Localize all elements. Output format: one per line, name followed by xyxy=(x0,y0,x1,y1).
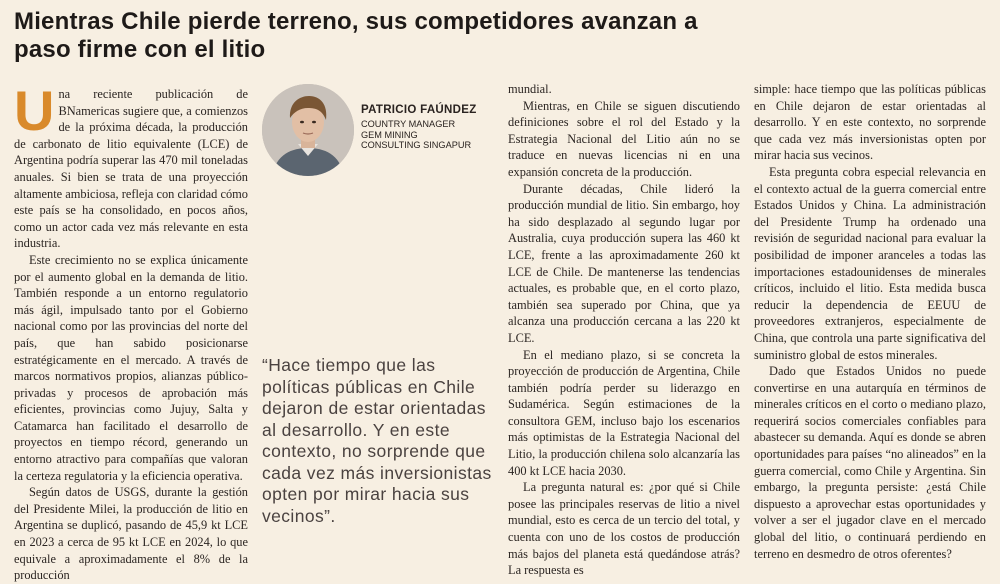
author-role-line: GEM MINING xyxy=(361,129,418,140)
author-role-line: CONSULTING SINGAPUR xyxy=(361,140,472,150)
author-portrait-icon xyxy=(262,84,354,176)
paragraph: Este crecimiento no se explica únicamente por el aumento global en la demanda de litio. También responde a un entorno regulatorio más ágil, impulsado tanto por el Gobierno nacional como por las provincias del norte del país, que han sabido posicionarse estratégicamente en el mercado. A través de marcos normativos propios, alianzas público-privadas y procesos de aprobación más eficientes, provincias como Jujuy, Salta y Catamarca han facilitado el desarrollo de proyectos en tiempo récord, generando un entorno atractivo para compañías que valoran la certeza regulatoria y la eficiencia operativa. xyxy=(14,252,248,483)
author-photo xyxy=(262,84,354,176)
article-headline: Mientras Chile pierde terreno, sus competidores avanzan a paso firme con el litio xyxy=(14,8,698,63)
paragraph xyxy=(14,79,248,252)
drop-cap: U xyxy=(14,79,55,142)
paragraph-text: na reciente publicación de BNamericas sugiere que, a comienzos de la próxima década, la producción de carbonato de litio equivalente (LCE) de Argentina podría superar las 470 mil toneladas anuales. Si bien se trata de una proyección altamente ambiciosa, refleja con claridad cómo este país se ha consolidado, en pocos años, como un actor cada vez más relevante en esta industria. xyxy=(14,87,248,251)
article-column-3 xyxy=(754,81,986,562)
paragraph: mundial. xyxy=(508,82,552,96)
paragraph: La pregunta natural es: ¿por qué si Chile posee las principales reservas de litio a nivel mundial, esto es cerca de un tercio del total, y cuenta con uno de los costos de producción más bajos del planeta está quedándose atrás? La respuesta es xyxy=(508,480,740,578)
paragraph: En el mediano plazo, si se concreta la proyección de producción de Argentina, Chile también podría perder su liderazgo en Sudamérica. Según estimaciones de la consultora GEM, incluso bajo los escenarios más optimistas de la Estrategia Nacional del Litio, la producción chilena solo alcanzaría las 400 kt LCE hacia 2030. xyxy=(508,347,740,478)
paragraph: Según datos de USGS, durante la gestión del Presidente Milei, la producción de litio en Argentina se duplicó, pasando de 45,9 kt LCE en 2023 a cerca de 95 kt LCE en 2024, lo que equivale a aproximadamente el 8% de la producción xyxy=(14,485,248,583)
paragraph: Mientras, en Chile se siguen discutiendo definiciones sobre el rol del Estado y la Estrategia Nacional del Litio aún no se traduce en nuevas licencias ni en una expansión concreta de la producción. xyxy=(508,98,740,179)
author-byline xyxy=(361,104,501,151)
article-column-2 xyxy=(508,81,740,579)
paragraph: Dado que Estados Unidos no puede convertirse en una autarquía en términos de minerales críticos en el corto o mediano plazo, requerirá socios comerciales confiables para abastecer su demanda. Aquí es donde se abren oportunidades para países “no alineados” en la guerra comercial, como Chile y Argentina. Sin embargo, la pregunta persiste: ¿está Chile dispuesto a aprovechar estas oportunidades y volver a ser el jugador clave en el mercado global del litio, o continuará perdiendo en terreno en desmedro de otros oferentes? xyxy=(754,364,986,561)
author-name: PATRICIO FAÚNDEZ xyxy=(361,104,477,116)
pull-quote: “Hace tiempo que las políticas públicas en Chile dejaron de estar orientadas al desarrollo. Y en este contexto, no sorprende que cada vez más inversionistas opten por mirar hacia sus vecinos”. xyxy=(262,355,492,526)
paragraph: simple: hace tiempo que las políticas públicas en Chile dejaron de estar orientadas al desarrollo. Y en este contexto, no sorprende que cada vez más inversionistas opten por mirar hacia sus vecinos. xyxy=(754,82,986,163)
author-role xyxy=(361,119,501,151)
article-column-1 xyxy=(14,79,248,584)
paragraph: Durante décadas, Chile lideró la producción mundial de litio. Sin embargo, hoy ha sido desplazado al segundo lugar por Australia, cuya producción supera las 460 kt LCE, frente a las aproximadamente 260 kt LCE de Chile. De mantenerse las tendencias actuales, es probable que, en el corto plazo, también sea superado por China, que ya alcanza una producción cercana a las 220 kt LCE. xyxy=(508,181,740,345)
author-role-line: COUNTRY MANAGER xyxy=(361,119,456,129)
paragraph: Esta pregunta cobra especial relevancia en el contexto actual de la guerra comercial entre Estados Unidos y China. La administración del Presidente Trump ha ordenado una revisión de seguridad nacional para evaluar la posibilidad de imponer aranceles a todas las importaciones estadounidenses de minerales críticos, incluido el litio. Esta medida busca reducir la dependencia de EEUU de proveedores extranjeros, especialmente de China, que controla una parte significativa del suministro global de estos minerales. xyxy=(754,164,986,362)
